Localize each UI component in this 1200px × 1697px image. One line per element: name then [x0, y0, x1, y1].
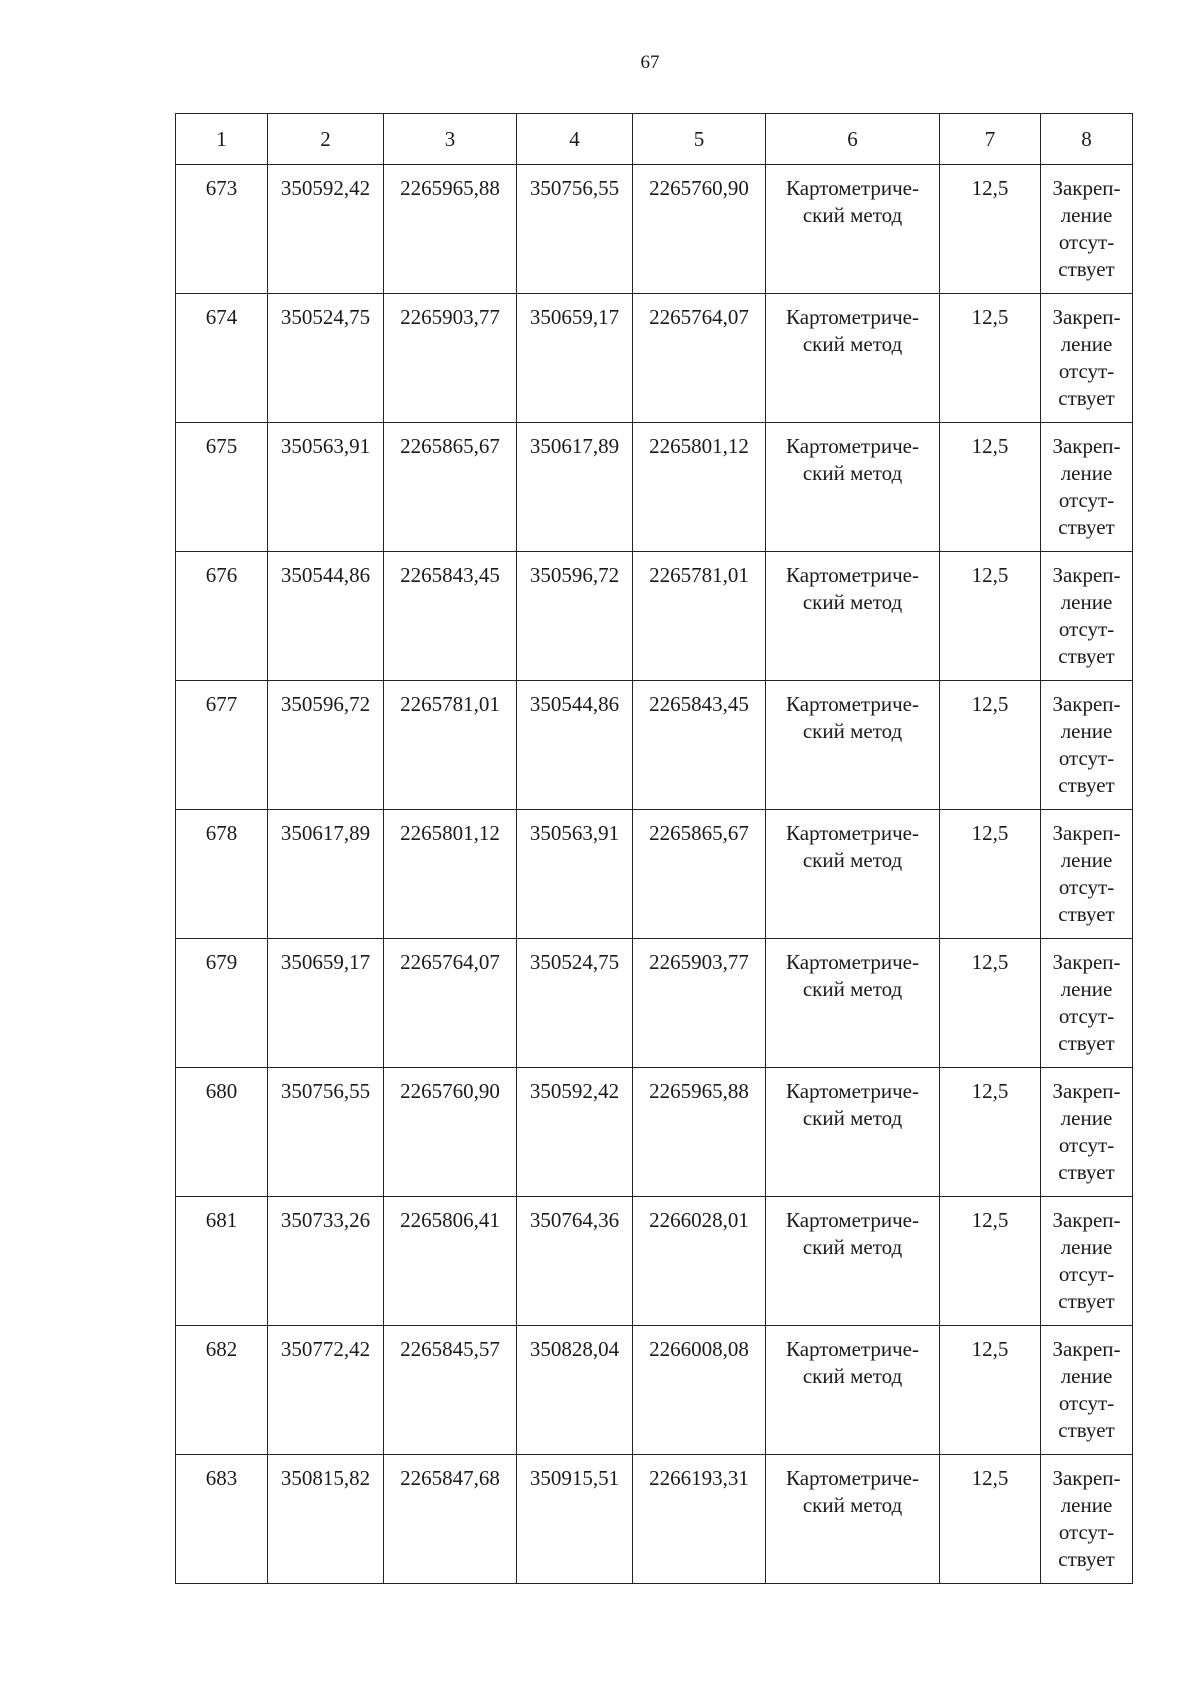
accuracy-cell: 12,5	[940, 165, 1041, 294]
fixation-cell: Закреп- ление отсут- ствует	[1041, 552, 1133, 681]
x1-coordinate-cell: 350659,17	[268, 939, 384, 1068]
fixation-cell: Закреп- ление отсут- ствует	[1041, 165, 1133, 294]
x1-coordinate-cell: 350733,26	[268, 1197, 384, 1326]
x2-coordinate-cell: 350659,17	[517, 294, 633, 423]
point-number-cell: 680	[176, 1068, 268, 1197]
y1-coordinate-cell: 2265764,07	[384, 939, 517, 1068]
x1-coordinate-cell: 350544,86	[268, 552, 384, 681]
point-number-cell: 679	[176, 939, 268, 1068]
accuracy-cell: 12,5	[940, 1326, 1041, 1455]
x2-coordinate-cell: 350592,42	[517, 1068, 633, 1197]
col-header-3: 3	[384, 114, 517, 165]
y2-coordinate-cell: 2265843,45	[633, 681, 766, 810]
method-cell: Картометриче- ский метод	[766, 1197, 940, 1326]
table-row	[176, 1068, 1133, 1197]
x1-coordinate-cell: 350756,55	[268, 1068, 384, 1197]
x1-coordinate-cell: 350524,75	[268, 294, 384, 423]
y2-coordinate-cell: 2265801,12	[633, 423, 766, 552]
method-cell: Картометриче- ский метод	[766, 1068, 940, 1197]
fixation-cell: Закреп- ление отсут- ствует	[1041, 681, 1133, 810]
fixation-cell: Закреп- ление отсут- ствует	[1041, 423, 1133, 552]
y1-coordinate-cell: 2265806,41	[384, 1197, 517, 1326]
y1-coordinate-cell: 2265760,90	[384, 1068, 517, 1197]
y2-coordinate-cell: 2265760,90	[633, 165, 766, 294]
col-header-4: 4	[517, 114, 633, 165]
point-number-cell: 682	[176, 1326, 268, 1455]
y1-coordinate-cell: 2265865,67	[384, 423, 517, 552]
point-number-cell: 677	[176, 681, 268, 810]
method-cell: Картометриче- ский метод	[766, 1455, 940, 1584]
x2-coordinate-cell: 350828,04	[517, 1326, 633, 1455]
method-cell: Картометриче- ский метод	[766, 165, 940, 294]
method-cell: Картометриче- ский метод	[766, 939, 940, 1068]
table-row	[176, 294, 1133, 423]
point-number-cell: 674	[176, 294, 268, 423]
y1-coordinate-cell: 2265781,01	[384, 681, 517, 810]
accuracy-cell: 12,5	[940, 294, 1041, 423]
table-row	[176, 552, 1133, 681]
x2-coordinate-cell: 350915,51	[517, 1455, 633, 1584]
y2-coordinate-cell: 2265865,67	[633, 810, 766, 939]
x1-coordinate-cell: 350596,72	[268, 681, 384, 810]
y2-coordinate-cell: 2265903,77	[633, 939, 766, 1068]
table-row	[176, 810, 1133, 939]
point-number-cell: 675	[176, 423, 268, 552]
page-number: 67	[640, 52, 660, 73]
accuracy-cell: 12,5	[940, 681, 1041, 810]
y2-coordinate-cell: 2266193,31	[633, 1455, 766, 1584]
method-cell: Картометриче- ский метод	[766, 552, 940, 681]
accuracy-cell: 12,5	[940, 939, 1041, 1068]
y2-coordinate-cell: 2266028,01	[633, 1197, 766, 1326]
y1-coordinate-cell: 2265845,57	[384, 1326, 517, 1455]
point-number-cell: 673	[176, 165, 268, 294]
point-number-cell: 676	[176, 552, 268, 681]
method-cell: Картометриче- ский метод	[766, 681, 940, 810]
fixation-cell: Закреп- ление отсут- ствует	[1041, 1455, 1133, 1584]
method-cell: Картометриче- ский метод	[766, 294, 940, 423]
table-row	[176, 1455, 1133, 1584]
y1-coordinate-cell: 2265847,68	[384, 1455, 517, 1584]
point-number-cell: 678	[176, 810, 268, 939]
y1-coordinate-cell: 2265903,77	[384, 294, 517, 423]
method-cell: Картометриче- ский метод	[766, 810, 940, 939]
accuracy-cell: 12,5	[940, 1068, 1041, 1197]
y2-coordinate-cell: 2265764,07	[633, 294, 766, 423]
col-header-1: 1	[176, 114, 268, 165]
y1-coordinate-cell: 2265843,45	[384, 552, 517, 681]
fixation-cell: Закреп- ление отсут- ствует	[1041, 1197, 1133, 1326]
col-header-2: 2	[268, 114, 384, 165]
y1-coordinate-cell: 2265965,88	[384, 165, 517, 294]
accuracy-cell: 12,5	[940, 423, 1041, 552]
table-row	[176, 1326, 1133, 1455]
accuracy-cell: 12,5	[940, 1197, 1041, 1326]
fixation-cell: Закреп- ление отсут- ствует	[1041, 294, 1133, 423]
accuracy-cell: 12,5	[940, 810, 1041, 939]
y2-coordinate-cell: 2266008,08	[633, 1326, 766, 1455]
x2-coordinate-cell: 350524,75	[517, 939, 633, 1068]
point-number-cell: 683	[176, 1455, 268, 1584]
x1-coordinate-cell: 350592,42	[268, 165, 384, 294]
table-row	[176, 681, 1133, 810]
fixation-cell: Закреп- ление отсут- ствует	[1041, 939, 1133, 1068]
col-header-6: 6	[766, 114, 940, 165]
point-number-cell: 681	[176, 1197, 268, 1326]
accuracy-cell: 12,5	[940, 552, 1041, 681]
table-row	[176, 423, 1133, 552]
table-row	[176, 165, 1133, 294]
coordinates-table	[175, 113, 1133, 1584]
y2-coordinate-cell: 2265965,88	[633, 1068, 766, 1197]
fixation-cell: Закреп- ление отсут- ствует	[1041, 810, 1133, 939]
col-header-5: 5	[633, 114, 766, 165]
fixation-cell: Закреп- ление отсут- ствует	[1041, 1326, 1133, 1455]
fixation-cell: Закреп- ление отсут- ствует	[1041, 1068, 1133, 1197]
table-body	[176, 165, 1133, 1584]
y2-coordinate-cell: 2265781,01	[633, 552, 766, 681]
x1-coordinate-cell: 350815,82	[268, 1455, 384, 1584]
x1-coordinate-cell: 350563,91	[268, 423, 384, 552]
y1-coordinate-cell: 2265801,12	[384, 810, 517, 939]
x2-coordinate-cell: 350563,91	[517, 810, 633, 939]
x2-coordinate-cell: 350596,72	[517, 552, 633, 681]
header-row	[176, 114, 1133, 165]
x2-coordinate-cell: 350756,55	[517, 165, 633, 294]
x2-coordinate-cell: 350764,36	[517, 1197, 633, 1326]
x1-coordinate-cell: 350772,42	[268, 1326, 384, 1455]
method-cell: Картометриче- ский метод	[766, 423, 940, 552]
col-header-8: 8	[1041, 114, 1133, 165]
x2-coordinate-cell: 350544,86	[517, 681, 633, 810]
accuracy-cell: 12,5	[940, 1455, 1041, 1584]
method-cell: Картометриче- ский метод	[766, 1326, 940, 1455]
table-row	[176, 939, 1133, 1068]
x2-coordinate-cell: 350617,89	[517, 423, 633, 552]
x1-coordinate-cell: 350617,89	[268, 810, 384, 939]
col-header-7: 7	[940, 114, 1041, 165]
table-row	[176, 1197, 1133, 1326]
